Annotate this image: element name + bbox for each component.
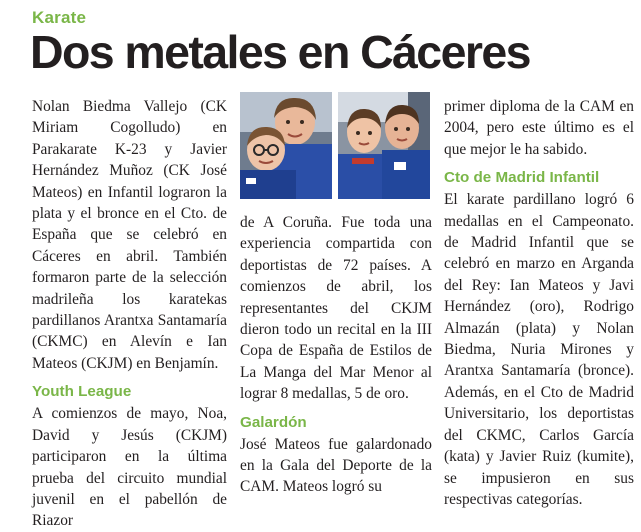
article-column-2 <box>240 212 432 498</box>
paragraph: El karate pardillano logró 6 medallas en el Campeonato. de Madrid Infantil que se celebró en marzo en Arganda del Rey: Ian Mateos y Javi Hernández (oro), Rodrigo Almazán (plata) y Nolan Biedma, Nuria Mirones y Arantxa Santamaría (bronce). Además, en el Cto de Madrid Universitario, los deportistas del CKMC, Carlos García (kata) y Javier Ruiz (kumite), se impusieron en sus respectivas categorías. <box>444 191 634 508</box>
subheading-galardon: Galardón <box>240 413 307 431</box>
article-column-1 <box>32 96 227 532</box>
article-column-3 <box>444 96 634 510</box>
subheading-youth-league: Youth League <box>32 383 132 401</box>
subheading-cto-madrid-infantil: Cto de Madrid Infantil <box>444 169 600 187</box>
headline: Dos metales en Cáceres <box>30 26 530 78</box>
paragraph: Nolan Biedma Vallejo (CK Miriam Cogolludo) en Parakarate K-23 y Javier Hernández Muñoz (CK José Mateos) en Infantil lograron la plata y el bronce en el Cto. de España que se celebró en Cáceres en abril. También formaron parte de la selección madrileña los karatekas pardillanos Arantxa Santamaría (CKMC) en Alevín e Ian Mateos (CKJM) en Benjamín. <box>32 98 227 372</box>
section-tag: Karate <box>32 8 87 27</box>
paragraph: de A Coruña. Fue toda una experiencia compartida con deportistas de 72 países. A comienzos de abril, los representantes del CKJM dieron todo un recital en la III Copa de España de Estilos de La Manga del Mar Menor al lograr 8 medallas, 5 de oro. <box>240 214 432 403</box>
photo-young-karatekas-left <box>240 92 332 199</box>
photo-young-karatekas-right <box>338 92 430 199</box>
paragraph: primer diploma de la CAM en 2004, pero este último es el que mejor le ha sabido. <box>444 98 634 158</box>
paragraph: José Mateos fue galardonado en la Gala del Deporte de la CAM. Mateos logró su <box>240 435 432 496</box>
paragraph: A comienzos de mayo, Noa, David y Jesús (CKJM) participaron en la última prueba del circuito mundial juvenil en el pabellón de Riazor <box>32 405 227 530</box>
